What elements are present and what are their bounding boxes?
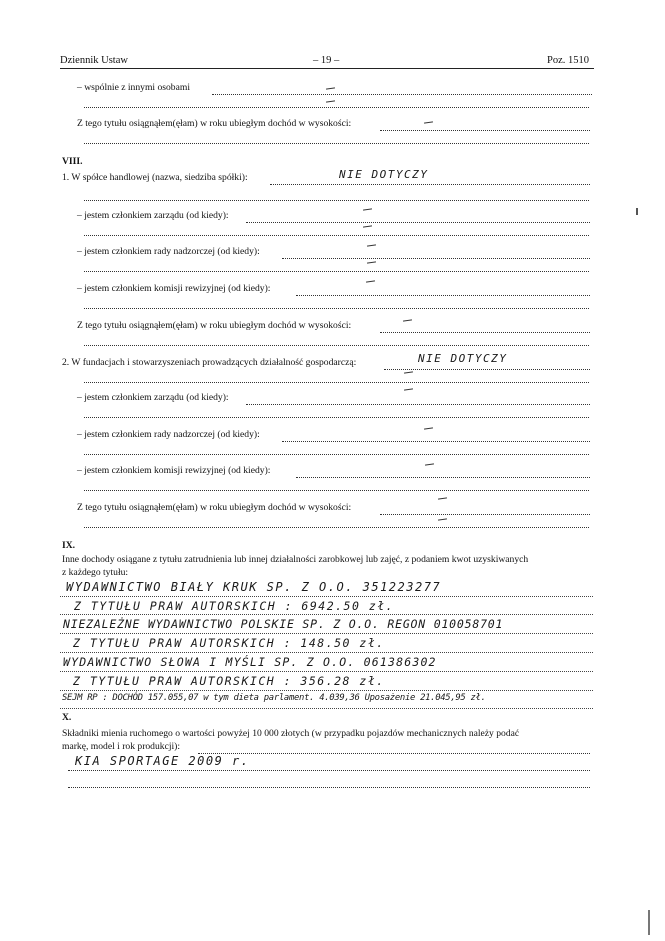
header-rule (60, 68, 594, 69)
income2-field-2[interactable] (84, 527, 589, 528)
page-number: – 19 – (313, 55, 340, 66)
entry-line (60, 690, 593, 691)
position-number: Poz. 1510 (547, 55, 589, 66)
income-entry: NIEZALEŻNE WYDAWNICTWO POLSKIE SP. Z O.O. REGON 010058701 (63, 617, 504, 631)
income-field-8[interactable] (380, 332, 590, 333)
q1-company-field[interactable] (270, 184, 590, 185)
audit2-field[interactable] (296, 477, 590, 478)
entry-line (60, 708, 593, 709)
q2-foundations-field-2[interactable] (84, 382, 589, 383)
board-label: – jestem członkiem zarządu (od kiedy): (77, 210, 229, 221)
movable-assets-field-3[interactable] (68, 787, 590, 788)
income-field-2[interactable] (84, 143, 589, 144)
supervisory-field-2[interactable] (84, 271, 589, 272)
supervisory2-label: – jestem członkiem rady nadzorczej (od kiedy): (77, 429, 260, 440)
board-field-2[interactable] (84, 235, 589, 236)
jointly-field-2[interactable] (84, 107, 589, 108)
board-field[interactable] (246, 222, 590, 223)
dash-mark (404, 388, 413, 390)
section-10-heading: X. (62, 712, 72, 723)
supervisory2-field-2[interactable] (84, 454, 589, 455)
supervisory-field[interactable] (282, 258, 590, 259)
jointly-field[interactable] (212, 94, 592, 95)
audit-field-2[interactable] (84, 308, 589, 309)
section-10-intro-1: Składniki mienia ruchomego o wartości powyżej 10 000 złotych (w przypadku pojazdów mechanicznych należy podać (62, 728, 520, 739)
income-label: Z tego tytułu osiągnąłem(ęłam) w roku ubiegłym dochód w wysokości: (77, 118, 352, 129)
scan-mark (636, 208, 638, 215)
income2-label: Z tego tytułu osiągnąłem(ęłam) w roku ubiegłym dochód w wysokości: (77, 502, 352, 513)
q2-foundations-field[interactable] (384, 369, 590, 370)
dash-mark (363, 208, 372, 210)
board2-field-2[interactable] (84, 417, 589, 418)
dash-mark (424, 121, 433, 123)
dash-mark (326, 87, 335, 89)
income-entry: WYDAWNICTWO SŁOWA I MYŚLI SP. Z O.O. 061386302 (63, 655, 437, 669)
income-entry: Z TYTUŁU PRAW AUTORSKICH : 356.28 zł. (73, 674, 385, 688)
supervisory2-field[interactable] (282, 441, 590, 442)
income2-field[interactable] (380, 514, 590, 515)
section-9-intro-2: z każdego tytułu: (62, 567, 129, 578)
movable-assets-answer: KIA SPORTAGE 2009 r. (75, 754, 250, 768)
audit2-field-2[interactable] (84, 490, 589, 491)
audit2-label: – jestem członkiem komisji rewizyjnej (od kiedy): (77, 465, 271, 476)
journal-title: Dziennik Ustaw (60, 55, 128, 66)
entry-line (60, 596, 593, 597)
supervisory-label: – jestem członkiem rady nadzorczej (od kiedy): (77, 246, 260, 257)
movable-assets-field-2[interactable] (68, 770, 590, 771)
q1-company-answer: NIE DOTYCZY (339, 168, 429, 181)
income-entry: Z TYTUŁU PRAW AUTORSKICH : 6942.50 zł. (74, 599, 395, 613)
jointly-label: – wspólnie z innymi osobami (77, 82, 190, 93)
entry-line (60, 633, 593, 634)
board2-label: – jestem członkiem zarządu (od kiedy): (77, 392, 229, 403)
board2-field[interactable] (246, 404, 590, 405)
section-9-intro-1: Inne dochody osiągane z tytułu zatrudnienia lub innej działalności zarobkowej lub zajęć, z podaniem kwot uzyskiwanych (62, 554, 529, 565)
income-field[interactable] (380, 130, 590, 131)
income-field-8-2[interactable] (84, 345, 589, 346)
income-entry: WYDAWNICTWO BIAŁY KRUK SP. Z O.O. 351223277 (66, 580, 442, 594)
section-8-heading: VIII. (62, 156, 83, 167)
section-9-heading: IX. (62, 540, 76, 551)
income-entry: SEJM RP : DOCHÓD 157.055,07 w tym dieta parlament. 4.039,36 Uposażenie 21.045,95 zł. (62, 693, 486, 703)
dash-mark (425, 463, 434, 465)
audit-field[interactable] (296, 295, 590, 296)
income-entry: Z TYTUŁU PRAW AUTORSKICH : 148.50 zł. (73, 636, 385, 650)
q1-company-field-2[interactable] (84, 200, 589, 201)
dash-mark (326, 100, 335, 102)
q2-foundations-answer: NIE DOTYCZY (418, 352, 508, 365)
income-label-8: Z tego tytułu osiągnąłem(ęłam) w roku ubiegłym dochód w wysokości: (77, 320, 352, 331)
dash-mark (403, 319, 412, 321)
audit-label: – jestem członkiem komisji rewizyjnej (od kiedy): (77, 283, 271, 294)
dash-mark (367, 244, 376, 246)
section-10-intro-2: markę, model i rok produkcji): (62, 741, 181, 752)
movable-assets-field[interactable] (198, 753, 590, 754)
entry-line (60, 614, 593, 615)
dash-mark (404, 371, 413, 373)
entry-line (60, 671, 593, 672)
dash-mark (424, 427, 433, 429)
dash-mark (366, 280, 375, 282)
q1-company-label: 1. W spółce handlowej (nazwa, siedziba spółki): (62, 172, 248, 183)
dash-mark (363, 225, 372, 227)
scan-mark (648, 910, 650, 935)
dash-mark (367, 261, 376, 263)
q2-foundations-label: 2. W fundacjach i stowarzyszeniach prowadzących działalność gospodarczą: (62, 357, 357, 368)
dash-mark (438, 518, 447, 520)
entry-line (60, 652, 593, 653)
dash-mark (438, 497, 447, 499)
